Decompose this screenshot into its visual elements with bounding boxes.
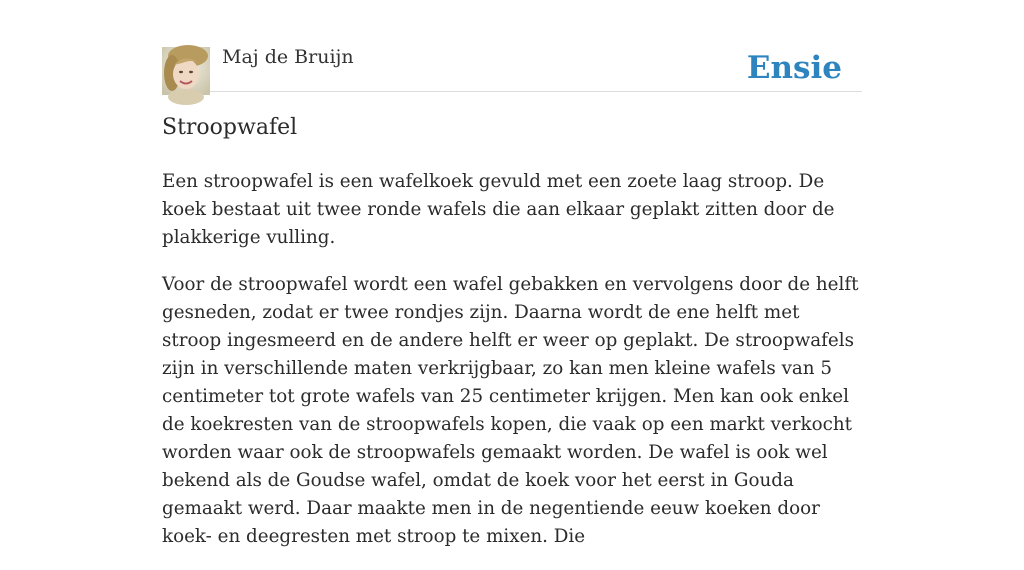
author-photo [162,47,210,95]
author-name[interactable]: Maj de Bruijn [222,46,354,68]
article-body [162,168,862,570]
article-title: Stroopwafel [162,115,298,140]
article-paragraph: Voor de stroopwafel wordt een wafel gebakken en vervolgens door de helft gesneden, zodat er twee rondjes zijn. Daarna wordt de ene helft met stroop ingesmeerd en de andere helft er weer op geplakt. De stroopwafels zijn in verschillende maten verkrijgbaar, zo kan men kleine wafels van 5 centimeter tot grote wafels van 25 centimeter krijgen. Men kan ook enkel de koekresten van de stroopwafels kopen, die vaak op een markt verkocht worden waar ook de stroopwafels gemaakt worden. De wafel is ook wel bekend als de Goudse wafel, omdat de koek voor het eerst in Gouda gemaakt werd. Daar maakte men in de negentiende eeuw koeken door koek- en deegresten met stroop te mixen. Die [162,274,859,547]
article-paragraph: Een stroopwafel is een wafelkoek gevuld met een zoete laag stroop. De koek bestaat uit twee ronde wafels die aan elkaar geplakt zitten door de plakkerige vulling. [162,171,835,248]
author-avatar[interactable] [162,47,210,95]
brand-logo[interactable]: Ensie [746,50,842,86]
article-header [162,44,862,92]
